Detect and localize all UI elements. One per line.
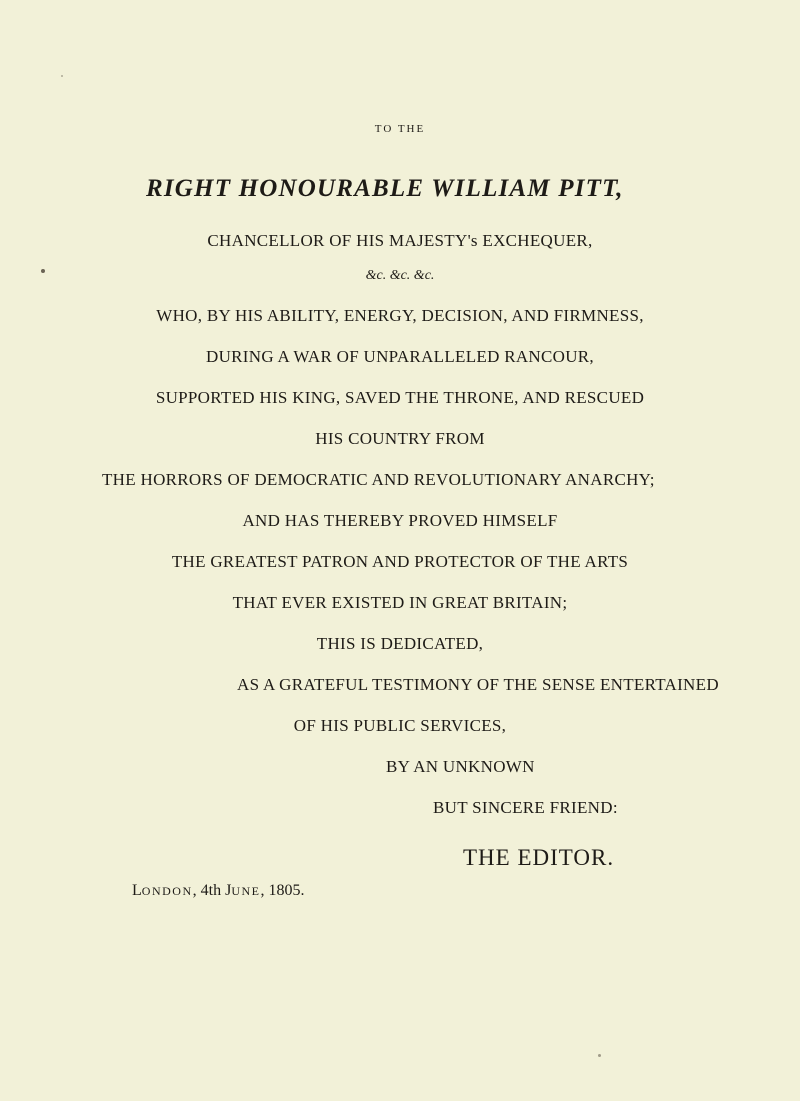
dedicatee-office: CHANCELLOR OF HIS MAJESTY's EXCHEQUER, [207, 231, 593, 250]
dateline-place-rest: ONDON [141, 884, 193, 898]
dateline [132, 883, 304, 899]
dedication-line-8: THAT EVER EXISTED IN GREAT BRITAIN; [232, 593, 568, 612]
dedication-line-1: WHO, BY HIS ABILITY, ENERGY, DECISION, AND FIRMNESS, [156, 306, 644, 325]
dedication-line-4: HIS COUNTRY FROM [315, 429, 485, 448]
dedication-line-11: OF HIS PUBLIC SERVICES, [293, 716, 507, 735]
dateline-month-initial: J [225, 882, 232, 899]
dedication-line-5: THE HORRORS OF DEMOCRATIC AND REVOLUTIONARY ANARCHY; [102, 470, 655, 489]
dateline-year: , 1805. [260, 882, 305, 899]
paper-speck [61, 75, 63, 77]
dedication-line-12: BY AN UNKNOWN [386, 757, 535, 776]
dedication-line-2: DURING A WAR OF UNPARALLELED RANCOUR, [206, 347, 594, 366]
dedicatee-name: RIGHT HONOURABLE WILLIAM PITT, [146, 175, 624, 202]
etcetera-line: &c. &c. &c. [365, 268, 435, 283]
dedication-line-3: SUPPORTED HIS KING, SAVED THE THRONE, AND RESCUED [155, 388, 645, 407]
dedication-line-13: BUT SINCERE FRIEND: [433, 798, 618, 817]
paper-speck [41, 269, 45, 273]
dateline-month-rest: UNE [231, 884, 261, 898]
dateline-day: , 4th [192, 882, 226, 899]
dedication-line-10: AS A GRATEFUL TESTIMONY OF THE SENSE ENTERTAINED [237, 675, 719, 694]
paper-speck [598, 1054, 601, 1057]
dedication-line-7: THE GREATEST PATRON AND PROTECTOR OF THE ARTS [171, 552, 629, 571]
dedication-line-9: THIS IS DEDICATED, [316, 634, 484, 653]
signature: THE EDITOR. [463, 845, 615, 870]
to-the-heading: TO THE [374, 123, 426, 135]
dateline-place-initial: L [132, 882, 142, 899]
dedication-line-6: AND HAS THEREBY PROVED HIMSELF [242, 511, 558, 530]
